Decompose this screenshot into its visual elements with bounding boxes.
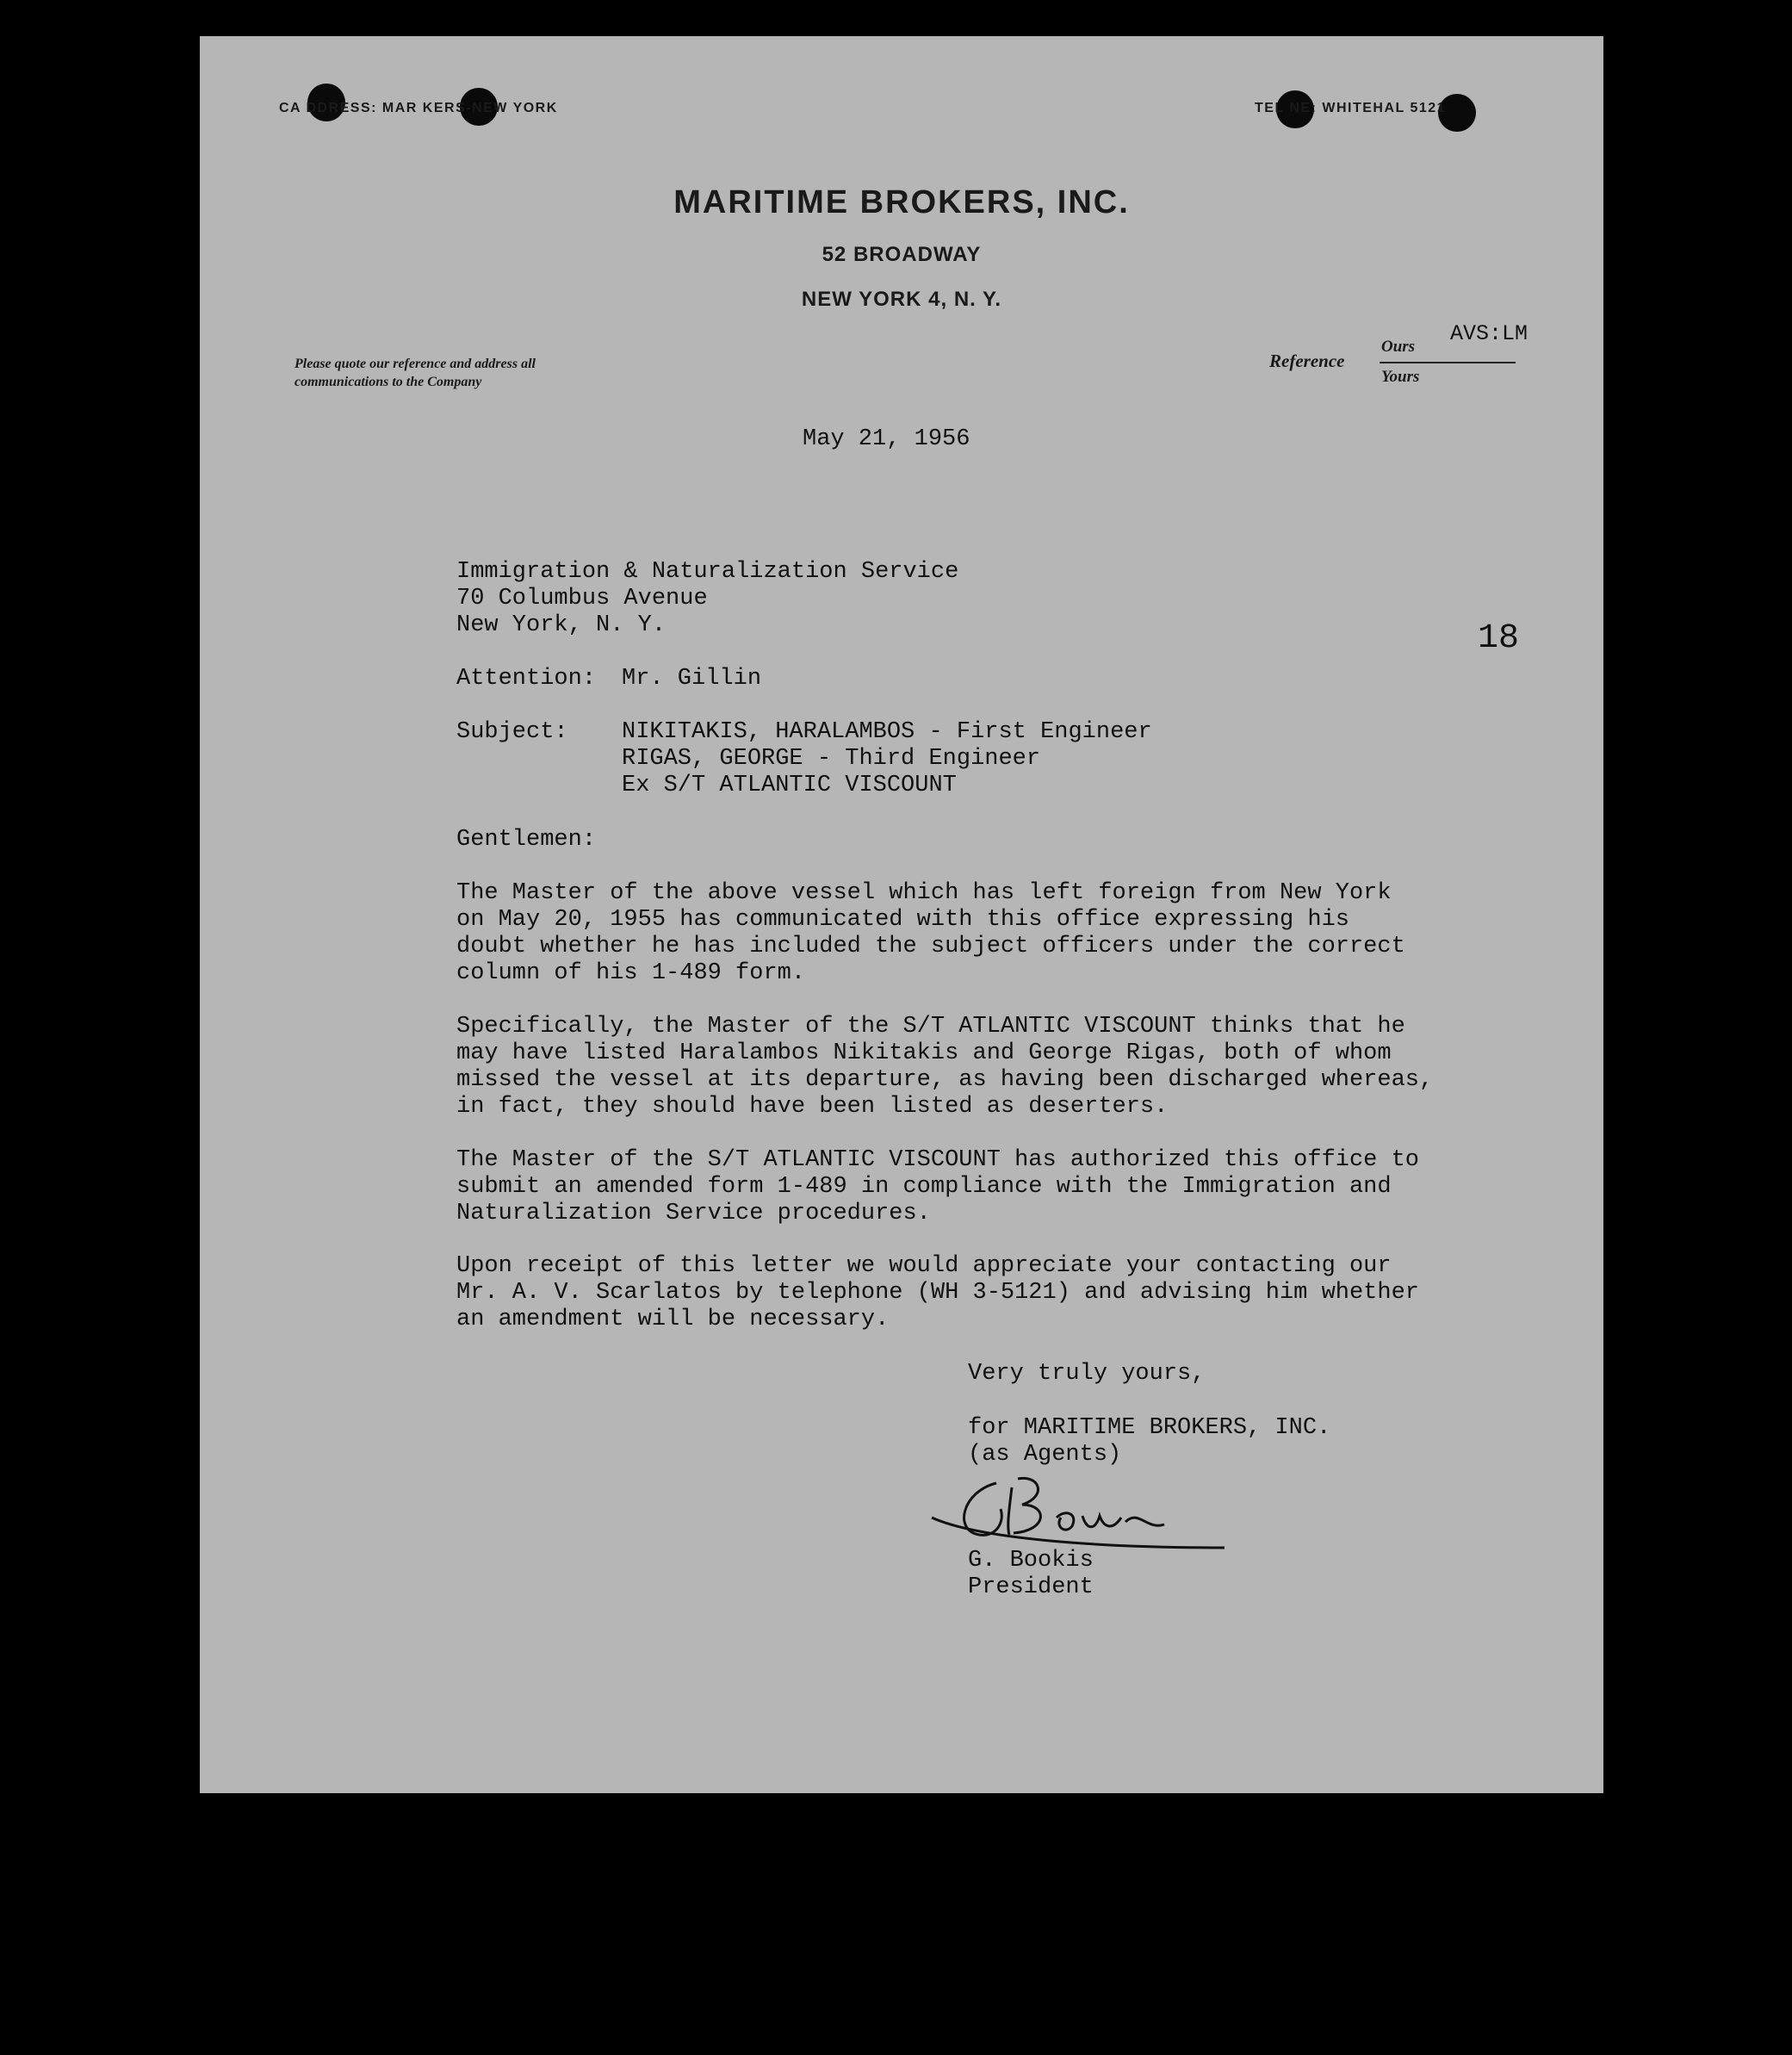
body-line: Specifically, the Master of the S/T ATLANTIC VISCOUNT thinks that he bbox=[456, 1014, 1405, 1040]
body-line: may have listed Haralambos Nikitakis and George Rigas, both of whom bbox=[456, 1040, 1392, 1066]
subject-line: RIGAS, GEORGE - Third Engineer bbox=[622, 746, 1041, 772]
subject-block bbox=[622, 719, 1152, 799]
our-reference-value: AVS:LM bbox=[1450, 321, 1528, 346]
company-street: 52 BROADWAY bbox=[822, 243, 982, 266]
signer-title: President bbox=[968, 1574, 1094, 1600]
attention-name: Mr. Gillin bbox=[622, 666, 762, 692]
addressee-block bbox=[456, 559, 958, 639]
telephone-header: TEL NE: WHITEHAL 5121 bbox=[1255, 101, 1447, 115]
body-line: Naturalization Service procedures. bbox=[456, 1201, 931, 1226]
for-company-line: for MARITIME BROKERS, INC. bbox=[968, 1415, 1331, 1441]
company-name: MARITIME BROKERS, INC. bbox=[673, 184, 1130, 220]
letter-date: May 21, 1956 bbox=[803, 426, 970, 452]
body-line: on May 20, 1955 has communicated with this office expressing his bbox=[456, 907, 1349, 933]
letter-sheet bbox=[200, 36, 1603, 1793]
body-line: Upon receipt of this letter we would appreciate your contacting our bbox=[456, 1253, 1392, 1279]
subject-line: NIKITAKIS, HARALAMBOS - First Engineer bbox=[622, 719, 1152, 745]
body-line: submit an amended form 1-489 in compliance with the Immigration and bbox=[456, 1174, 1392, 1200]
subject-line: Ex S/T ATLANTIC VISCOUNT bbox=[622, 773, 957, 798]
complimentary-close: Very truly yours, bbox=[968, 1361, 1206, 1387]
signer-name: G. Bookis bbox=[968, 1548, 1094, 1574]
cable-address: CA DDRESS: MAR KERS-NEW YORK bbox=[279, 101, 558, 115]
reference-label: Reference bbox=[1269, 351, 1345, 371]
paragraph-4 bbox=[456, 1253, 1419, 1333]
body-line: The Master of the above vessel which has left foreign from New York bbox=[456, 880, 1392, 906]
as-agents-line: (as Agents) bbox=[968, 1442, 1122, 1468]
addressee-line: 70 Columbus Avenue bbox=[456, 586, 708, 612]
salutation: Gentlemen: bbox=[456, 827, 597, 853]
paragraph-3 bbox=[456, 1147, 1419, 1227]
paragraph-1 bbox=[456, 880, 1405, 987]
body-line: Mr. A. V. Scarlatos by telephone (WH 3-5121) and advising him whether bbox=[456, 1280, 1419, 1306]
body-line: missed the vessel at its departure, as having been discharged whereas, bbox=[456, 1067, 1434, 1093]
yours-label: Yours bbox=[1381, 368, 1420, 386]
body-line: an amendment will be necessary. bbox=[456, 1307, 890, 1332]
body-line: doubt whether he has included the subject officers under the correct bbox=[456, 934, 1405, 959]
addressee-line: New York, N. Y. bbox=[456, 612, 667, 638]
subject-label: Subject: bbox=[456, 719, 568, 745]
addressee-line: Immigration & Naturalization Service bbox=[456, 559, 959, 585]
paragraph-2 bbox=[456, 1014, 1433, 1121]
reference-rule bbox=[1380, 362, 1516, 363]
body-line: The Master of the S/T ATLANTIC VISCOUNT has authorized this office to bbox=[456, 1147, 1419, 1173]
attention-label: Attention: bbox=[456, 666, 597, 692]
body-line: in fact, they should have been listed as deserters. bbox=[456, 1094, 1169, 1120]
page-number: 18 bbox=[1478, 619, 1520, 658]
body-line: column of his 1-489 form. bbox=[456, 960, 806, 986]
quote-reference-note: Please quote our reference and address all communications to the Company bbox=[295, 357, 536, 389]
ours-label: Ours bbox=[1381, 338, 1416, 356]
company-city: NEW YORK 4, N. Y. bbox=[801, 288, 1002, 311]
